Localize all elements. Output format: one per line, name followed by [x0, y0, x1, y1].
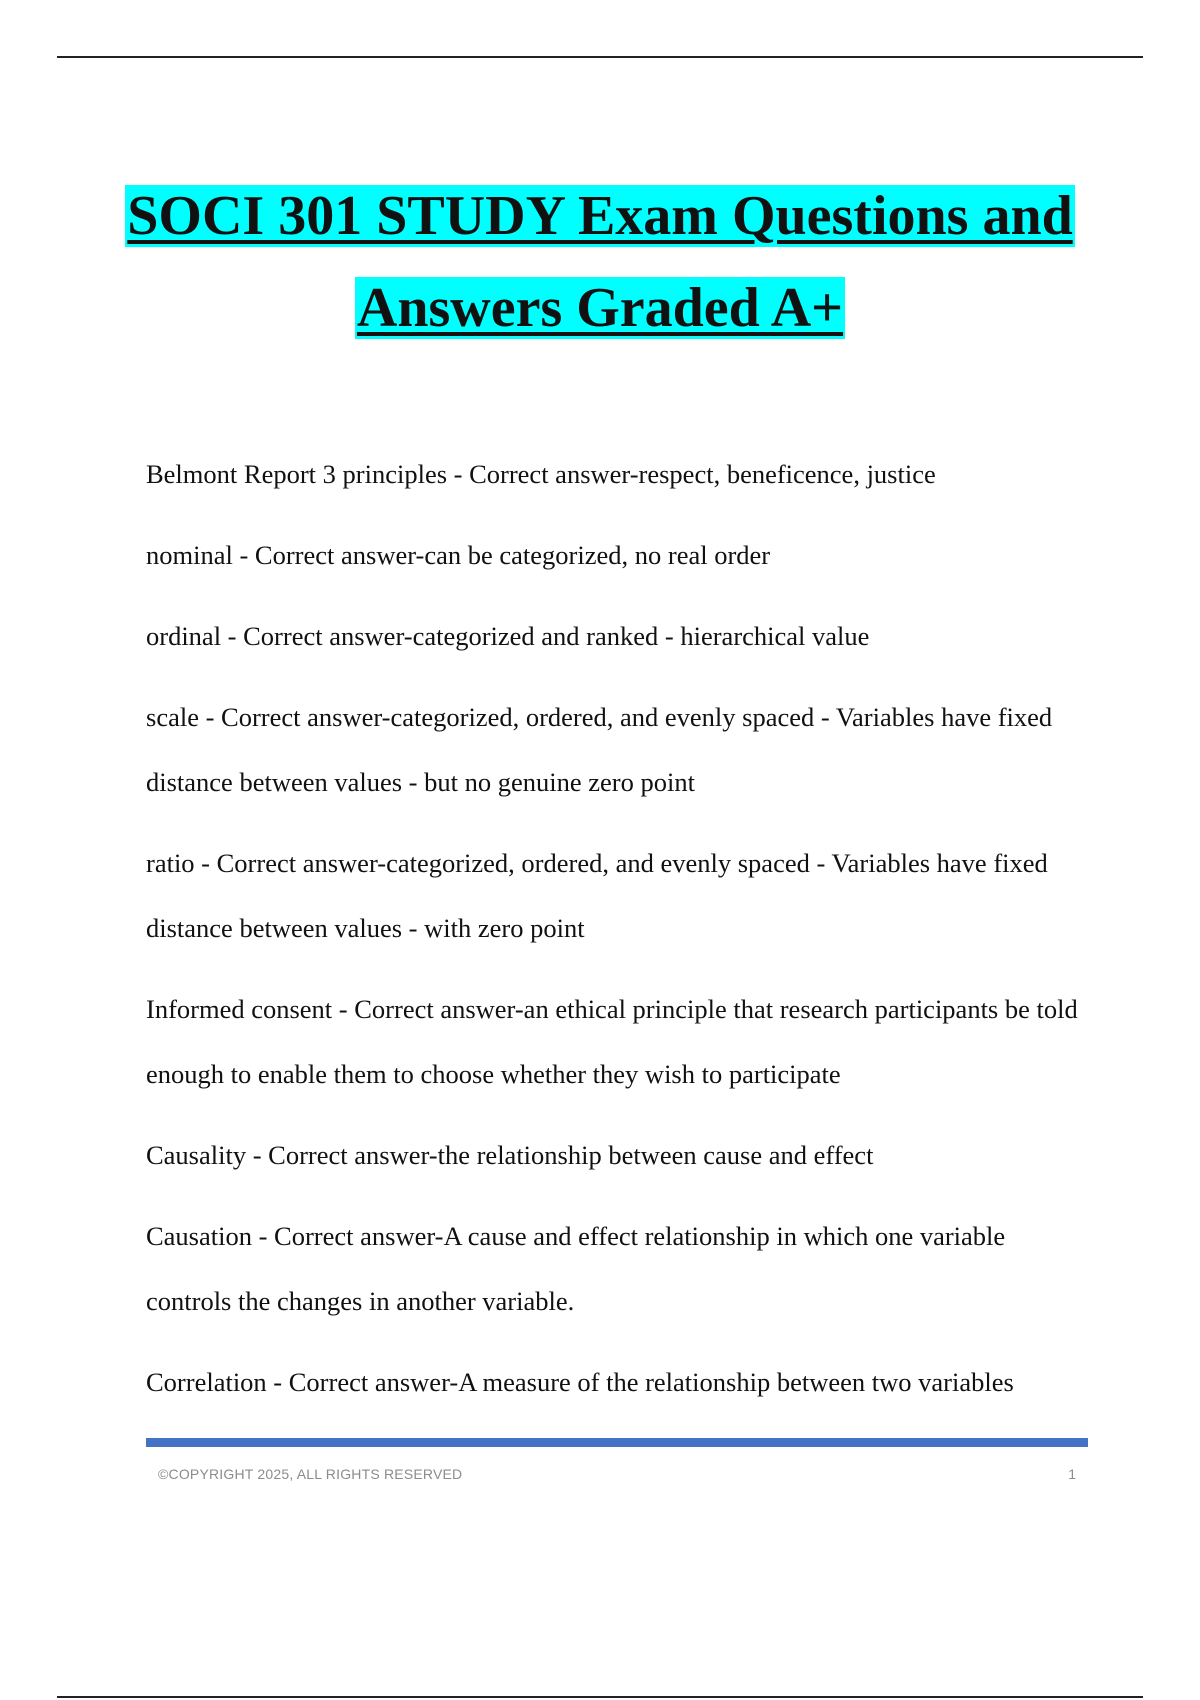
top-rule — [57, 56, 1143, 58]
document-title — [100, 170, 1100, 354]
qa-entry: ratio - Correct answer-categorized, ordered, and evenly spaced - Variables have fixed distance between values - with zero point — [146, 848, 1048, 943]
qa-entry: Correlation - Correct answer-A measure of the relationship between two variables — [146, 1367, 1014, 1397]
qa-list — [146, 442, 1096, 1431]
qa-entry: nominal - Correct answer-can be categorized, no real order — [146, 540, 771, 570]
qa-entry: Belmont Report 3 principles - Correct answer-respect, beneficence, justice — [146, 459, 936, 489]
qa-entry: ordinal - Correct answer-categorized and ranked - hierarchical value — [146, 621, 870, 651]
qa-entry: Causation - Correct answer-A cause and effect relationship in which one variable controls the changes in another variable. — [146, 1221, 1006, 1316]
page-number: 1 — [1068, 1466, 1076, 1482]
document-title-text: SOCI 301 STUDY Exam Questions and Answers Graded A+ — [127, 185, 1073, 339]
qa-entry: Informed consent - Correct answer-an ethical principle that research participants be told enough to enable them to choose whether they wish to participate — [146, 994, 1078, 1089]
qa-entry: scale - Correct answer-categorized, ordered, and evenly spaced - Variables have fixed distance between values - but no genuine zero point — [146, 702, 1053, 797]
footer-bar — [146, 1438, 1088, 1447]
bottom-rule — [57, 1696, 1143, 1698]
footer-copyright: ©COPYRIGHT 2025, ALL RIGHTS RESERVED — [158, 1466, 463, 1482]
qa-entry: Causality - Correct answer-the relationship between cause and effect — [146, 1140, 874, 1170]
